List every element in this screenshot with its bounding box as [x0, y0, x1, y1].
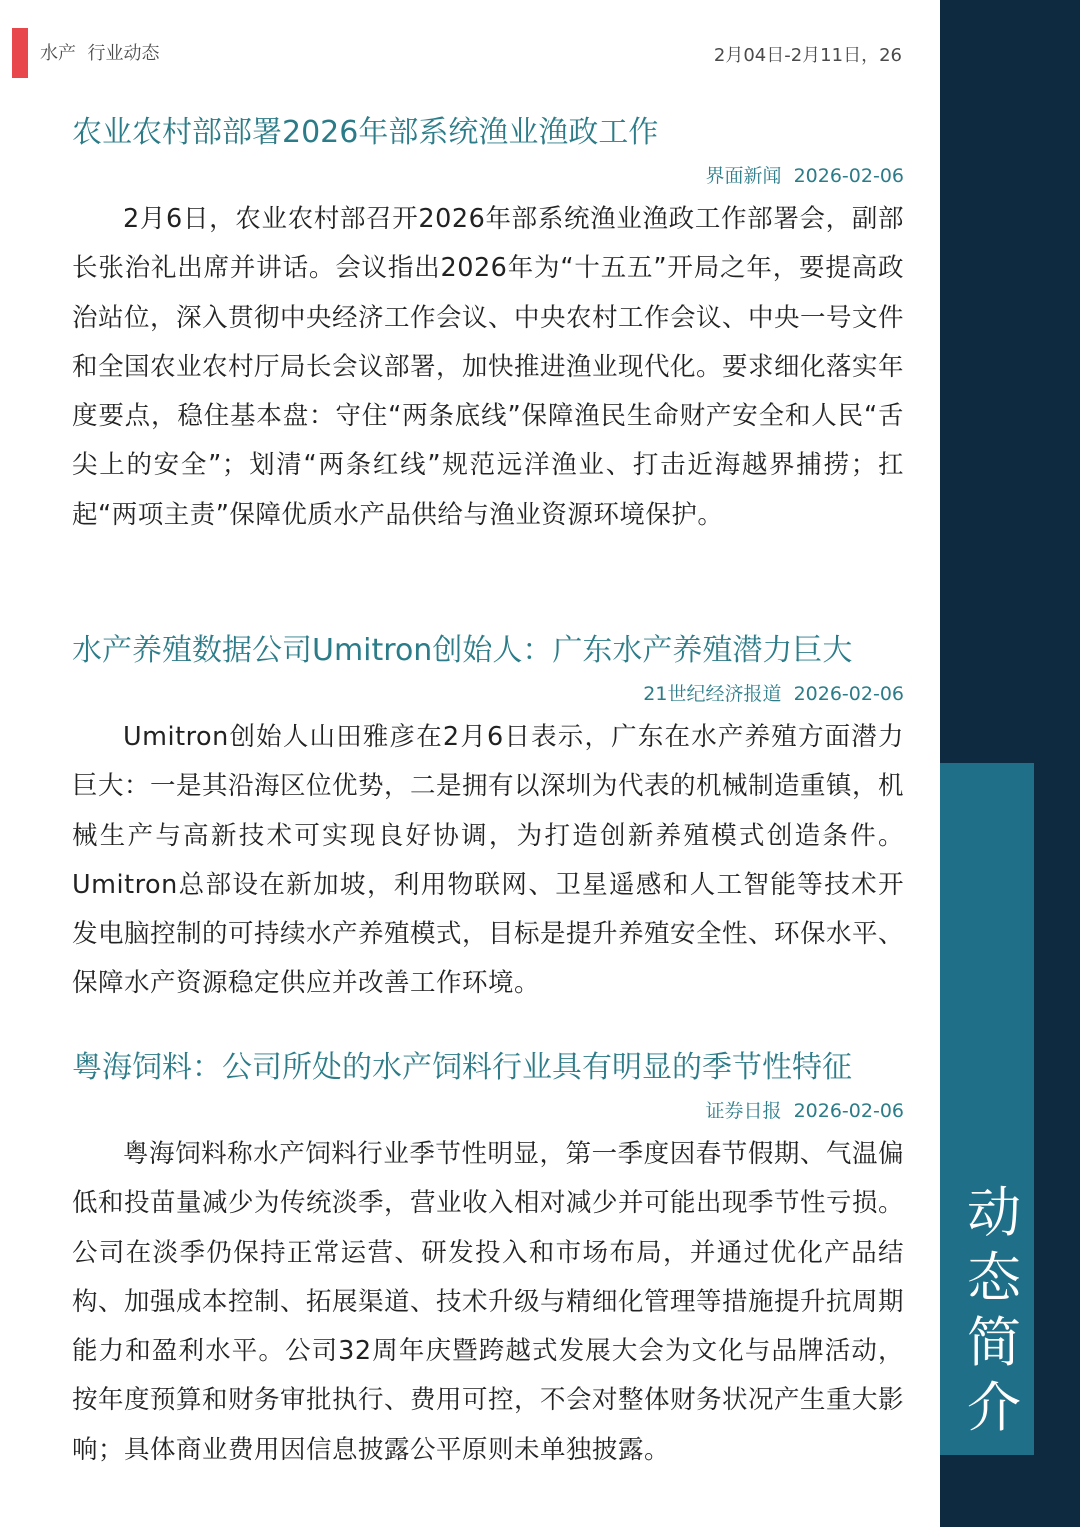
date-range: 2月04日-2月11日，26 [713, 45, 902, 66]
header-accent-bar [12, 28, 28, 78]
article-meta [72, 1098, 904, 1124]
article-title[interactable]: 水产养殖数据公司Umitron创始人：广东水产养殖潜力巨大 [72, 633, 853, 668]
sidebar-title-char: 简 [967, 1311, 1021, 1374]
article-body: Umitron创始人山田雅彦在2月6日表示，广东在水产养殖方面潜力巨大：一是其沿海区位优势，二是拥有以深圳为代表的机械制造重镇，机械生产与高新技术可实现良好协调，为打造创新养殖模式创造条件。Umitron总部设在新加坡，利用物联网、卫星遥感和人工智能等技术开发电脑控制的可持续水产养殖模式，目标是提升养殖安全性、环保水平、保障水产资源稳定供应并改善工作环境。 [72, 722, 905, 999]
article-meta [72, 163, 904, 189]
article-source: 证券日报 [705, 1100, 782, 1122]
article-date: 2026-02-06 [793, 165, 904, 187]
article-meta [72, 681, 904, 707]
article-title[interactable]: 农业农村部部署2026年部系统渔业渔政工作 [72, 115, 659, 150]
article-date: 2026-02-06 [793, 1100, 904, 1122]
sidebar-title [940, 1180, 1048, 1440]
article-source: 21世纪经济报道 [643, 683, 782, 705]
article-source: 界面新闻 [705, 165, 782, 187]
article-date: 2026-02-06 [793, 683, 904, 705]
sidebar-title-char: 介 [967, 1376, 1021, 1439]
article-title[interactable]: 粤海饲料：公司所处的水产饲料行业具有明显的季节性特征 [72, 1050, 852, 1085]
section-label: 水产 行业动态 [40, 43, 160, 64]
article-body: 2月6日，农业农村部召开2026年部系统渔业渔政工作部署会，副部长张治礼出席并讲话。会议指出2026年为“十五五”开局之年，要提高政治站位，深入贯彻中央经济工作会议、中央农村工作会议、中央一号文件和全国农业农村厅局长会议部署，加快推进渔业现代化。要求细化落实年度要点，稳住基本盘：守住“两条底线”保障渔民生命财产安全和人民“舌尖上的安全”；划清“两条红线”规范远洋渔业、打击近海越界捕捞；扛起“两项主责”保障优质水产品供给与渔业资源环境保护。 [72, 204, 905, 530]
article-1 [72, 113, 904, 540]
sidebar-title-char: 态 [967, 1246, 1021, 1309]
article-body: 粤海饲料称水产饲料行业季节性明显，第一季度因春节假期、气温偏低和投苗量减少为传统淡季，营业收入相对减少并可能出现季节性亏损。公司在淡季仍保持正常运营、研发投入和市场布局，并通过优化产品结构、加强成本控制、拓展渠道、技术升级与精细化管理等措施提升抗周期能力和盈利水平。公司32周年庆暨跨越式发展大会为文化与品牌活动，按年度预算和财务审批执行、费用可控，不会对整体财务状况产生重大影响；具体商业费用因信息披露公平原则未单独披露。 [72, 1139, 905, 1465]
sidebar-title-char: 动 [967, 1181, 1021, 1244]
article-3 [72, 1048, 904, 1475]
article-2 [72, 631, 904, 1009]
